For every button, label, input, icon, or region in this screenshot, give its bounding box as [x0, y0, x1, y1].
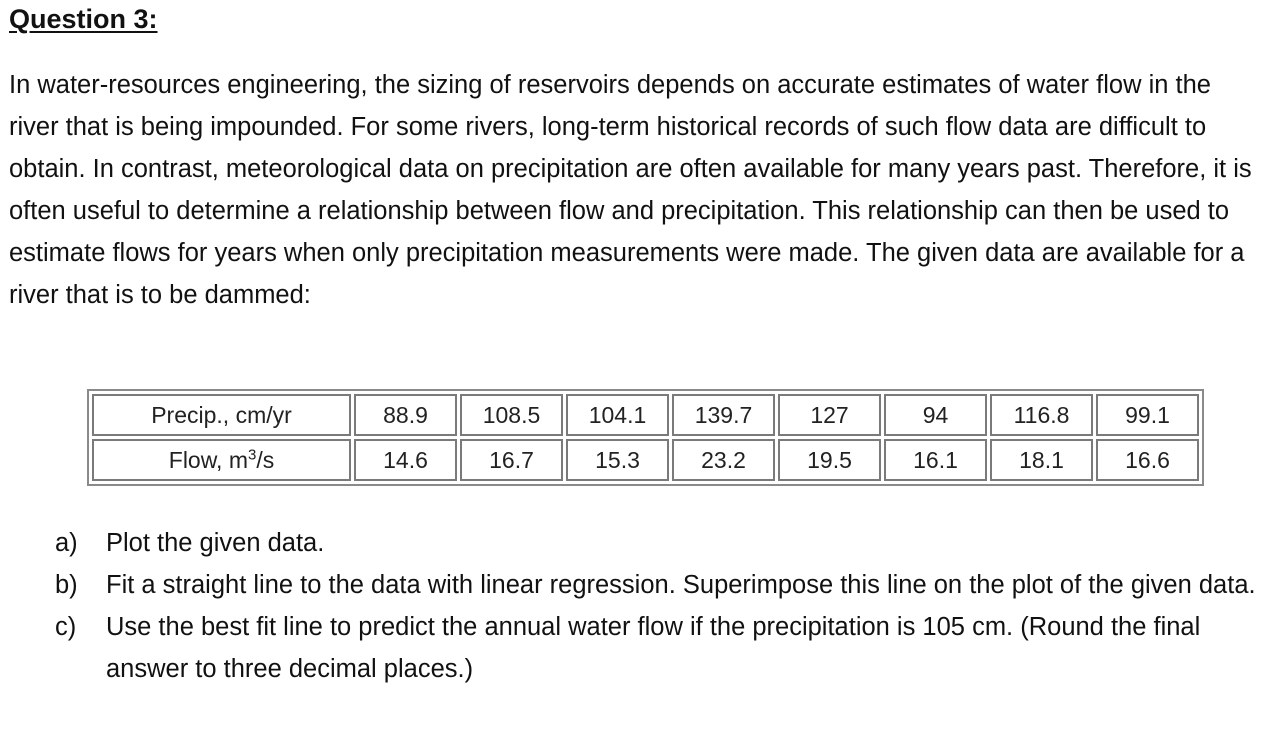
task-text: Fit a straight line to the data with linear regression. Superimpose this line on the plot of the given data. [106, 571, 1256, 599]
task-item-a [0, 522, 1256, 564]
flow-label-text: Flow, m [168, 446, 248, 473]
problem-paragraph: In water-resources engineering, the sizing of reservoirs depends on accurate estimates of water flow in the river that is being impounded. For some rivers, long-term historical records of such flow data are difficult to obtain. In contrast, meteorological data on precipitation are often available for many years past. Therefore, it is often useful to determine a relationship between flow and precipitation. This relationship can then be used to estimate flows for years when only precipitation measurements were made. The given data are available for a river that is to be dammed: [9, 71, 1252, 309]
task-list [0, 522, 1256, 690]
task-item-b [0, 564, 1256, 606]
task-marker: c) [55, 613, 77, 641]
question-heading: Question 3: [9, 4, 158, 34]
flow-row-label [92, 439, 351, 481]
flow-cell: 23.2 [672, 439, 775, 481]
precip-row [92, 394, 1199, 436]
flow-cell: 16.7 [460, 439, 563, 481]
precip-cell: 116.8 [990, 394, 1093, 436]
flow-cell: 15.3 [566, 439, 669, 481]
data-table [87, 389, 1204, 486]
task-item-c [0, 606, 1256, 690]
flow-row [92, 439, 1199, 481]
flow-cell: 16.1 [884, 439, 987, 481]
precip-cell: 88.9 [354, 394, 457, 436]
precip-cell: 94 [884, 394, 987, 436]
flow-label-exponent: 3 [248, 445, 257, 463]
task-text: Plot the given data. [106, 529, 325, 557]
flow-cell: 19.5 [778, 439, 881, 481]
task-marker: a) [55, 529, 78, 557]
precip-cell: 127 [778, 394, 881, 436]
precip-cell: 139.7 [672, 394, 775, 436]
precip-cell: 108.5 [460, 394, 563, 436]
precip-row-label: Precip., cm/yr [92, 394, 351, 436]
flow-cell: 14.6 [354, 439, 457, 481]
task-text: Use the best fit line to predict the annual water flow if the precipitation is 105 cm. (Round the final answer to three decimal places.) [106, 613, 1201, 683]
task-marker: b) [55, 571, 78, 599]
flow-label-unit: /s [256, 446, 275, 473]
flow-cell: 16.6 [1096, 439, 1199, 481]
flow-cell: 18.1 [990, 439, 1093, 481]
precip-cell: 104.1 [566, 394, 669, 436]
precip-cell: 99.1 [1096, 394, 1199, 436]
